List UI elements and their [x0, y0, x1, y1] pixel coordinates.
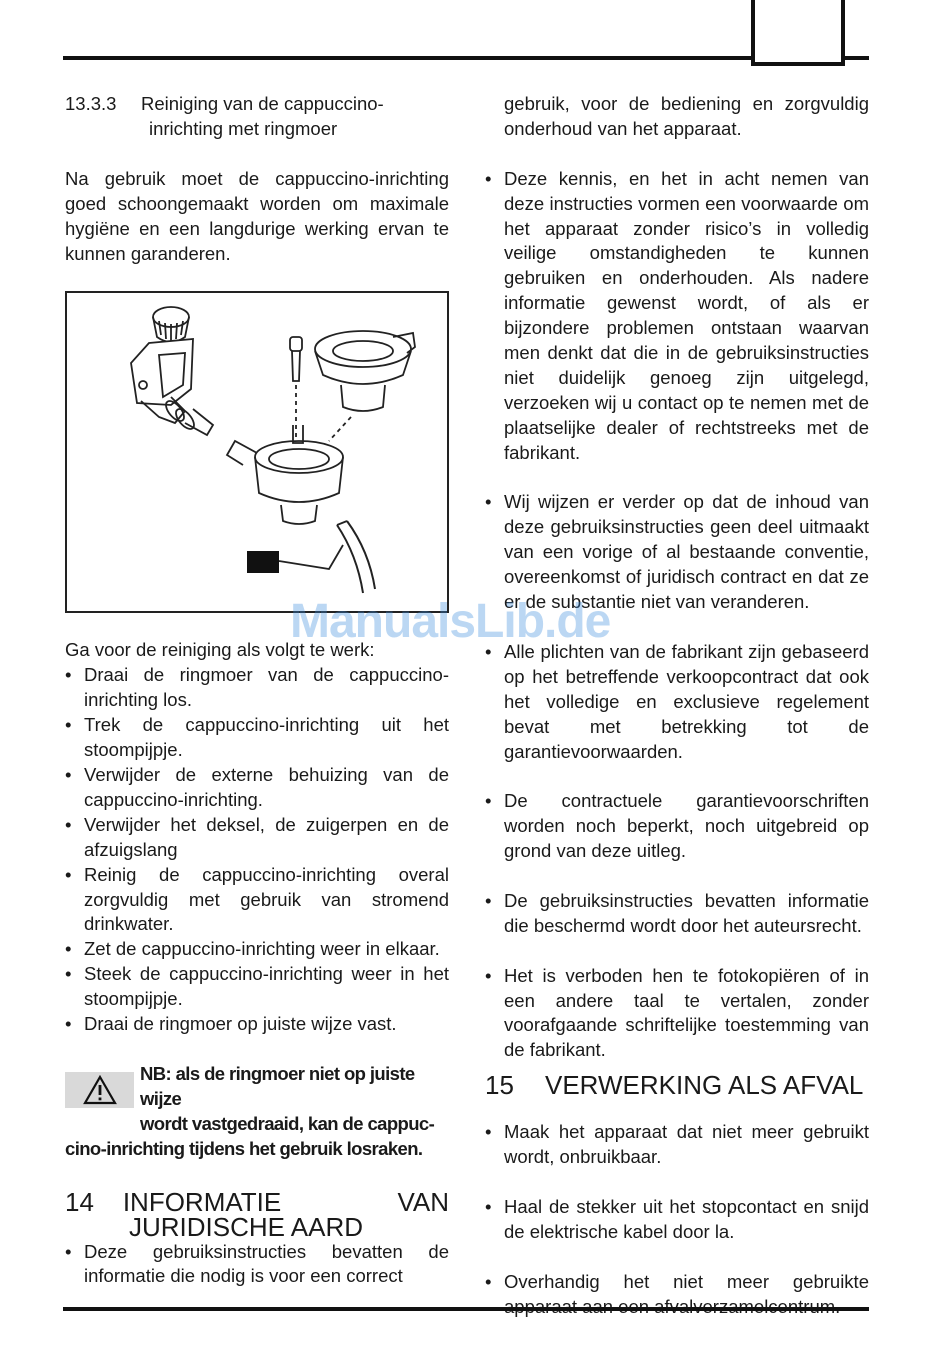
cleaning-lead: Ga voor de reiniging als volgt te werk: [65, 639, 375, 661]
header-rule [63, 56, 869, 60]
list-item: • Draai de ringmoer van de cappuccino-inrichting los. [65, 663, 449, 713]
list-item: • Draai de ringmoer op juiste wijze vast. [65, 1012, 449, 1037]
list-item: • Deze kennis, en het in acht nemen van deze instructies vormen een voorwaarde om het apparaat zonder risico’s in volledig veilige omstandigheden te kunnen gebruiken en onderhouden. Als nadere informatie gewenst wordt, of als er bijzondere problemen ontstaan waarvan men denkt dat die in de gebruiksinstructies niet duidelijk genoeg zijn uitgelegd, verzoeken wij u contact op te nemen met de plaatselijke dealer of rechtstreeks met de fabrikant. [485, 167, 869, 466]
exploded-view-drawing [67, 293, 447, 611]
footer-rule [63, 1307, 869, 1311]
list-item: • Trek de cappuccino-inrichting uit het stoompijpje. [65, 713, 449, 763]
list-item: • Haal de stekker uit het stopcontact en snijd de elektrische kabel door la. [485, 1195, 869, 1245]
list-item: • Verwijder het deksel, de zuigerpen en de afzuigslang [65, 813, 449, 863]
section-15-number: 15 [485, 1070, 514, 1101]
warning-line-1: NB: als de ringmoer niet op juiste wijze [140, 1062, 415, 1109]
section-14-first-item-continued: gebruik, voor de bediening en zorgvuldig onderhoud van het apparaat. [504, 93, 869, 139]
part-label-box [247, 551, 279, 573]
warning-line-3: cino-inrichting tijdens het gebruik losraken. [65, 1137, 423, 1159]
list-item: • De contractuele garantievoorschriften worden noch beperkt, noch uitgebreid op grond van deze uitleg. [485, 789, 869, 864]
list-item: • De gebruiksinstructies bevatten informatie die beschermd wordt door het auteursrecht. [485, 889, 869, 939]
subsection-heading [65, 92, 449, 142]
page-number-tab [751, 0, 845, 66]
left-column [65, 92, 449, 1289]
list-item: • Deze gebruiksinstructies bevatten de informatie die nodig is voor een correct [65, 1240, 449, 1290]
warning-icon-box [65, 1072, 134, 1108]
section-14-first-item [65, 1240, 449, 1290]
section-14-heading [65, 1186, 449, 1242]
cappuccino-device-illustration [65, 291, 449, 613]
section-14-number: 14 [65, 1186, 94, 1217]
watermark: ManualsLib.de [290, 595, 611, 648]
right-column [485, 92, 869, 1319]
list-item: • Zet de cappuccino-inrichting weer in elkaar. [65, 937, 449, 962]
list-item: • Overhandig het niet meer gebruikte [485, 1270, 869, 1320]
intro-paragraph: Na gebruik moet de cappuccino-inrichting goed schoongemaakt worden om maximale hygiëne en een langdurige werking ervan te kunnen garanderen. [65, 167, 449, 264]
warning-triangle-icon [83, 1075, 117, 1105]
subsection-number: 13.3.3 [65, 93, 117, 114]
section-15-heading [485, 1070, 869, 1101]
section-14-title-word1: INFORMATIE [122, 1186, 282, 1217]
list-item: • Verwijder de externe behuizing van de cappuccino-inrichting. [65, 763, 449, 813]
section-14-list [485, 167, 869, 1064]
warning-line-2: wordt vastgedraaid, kan de cappuc- [140, 1112, 435, 1134]
warning-note [65, 1062, 449, 1162]
list-item: • Het is verboden hen te fotokopiëren of in een andere taal te vertalen, zonder voorafgaande schriftelijke toestemming van de fabrikant. [485, 964, 869, 1064]
list-item: • Steek de cappuccino-inrichting weer in het stoompijpje. [65, 962, 449, 1012]
section-14-title-line2: JURIDISCHE AARD [129, 1211, 364, 1242]
list-item: • Reinig de cappuccino-inrichting overal zorgvuldig met gebruik van stromend drinkwater. [65, 863, 449, 938]
section-15-title: VERWERKING ALS AFVAL [545, 1070, 864, 1101]
list-item: • Alle plichten van de fabrikant zijn gebaseerd op het betreffende verkoopcontract dat ook het volledige en exclusieve regelement bevat met betrekking tot de garantievoorwaarden. [485, 640, 869, 765]
subsection-title-line1: Reiniging van de cappuccino- [141, 93, 384, 114]
cleaning-steps-list [65, 663, 449, 1037]
subsection-title-line2: inrichting met ringmoer [149, 117, 338, 139]
list-item: • Maak het apparaat dat niet meer gebruikt wordt, onbruikbaar. [485, 1120, 869, 1170]
list-item: • Wij wijzen er verder op dat de inhoud van deze gebruiksinstructies geen deel uitmaakt van een vorige of al bestaande conventie, overeenkomst of juridisch contract en dat ze er de substantie niet van veranderen. [485, 490, 869, 615]
section-14-title-word2: VAN [397, 1186, 449, 1217]
section-15-list [485, 1120, 869, 1319]
